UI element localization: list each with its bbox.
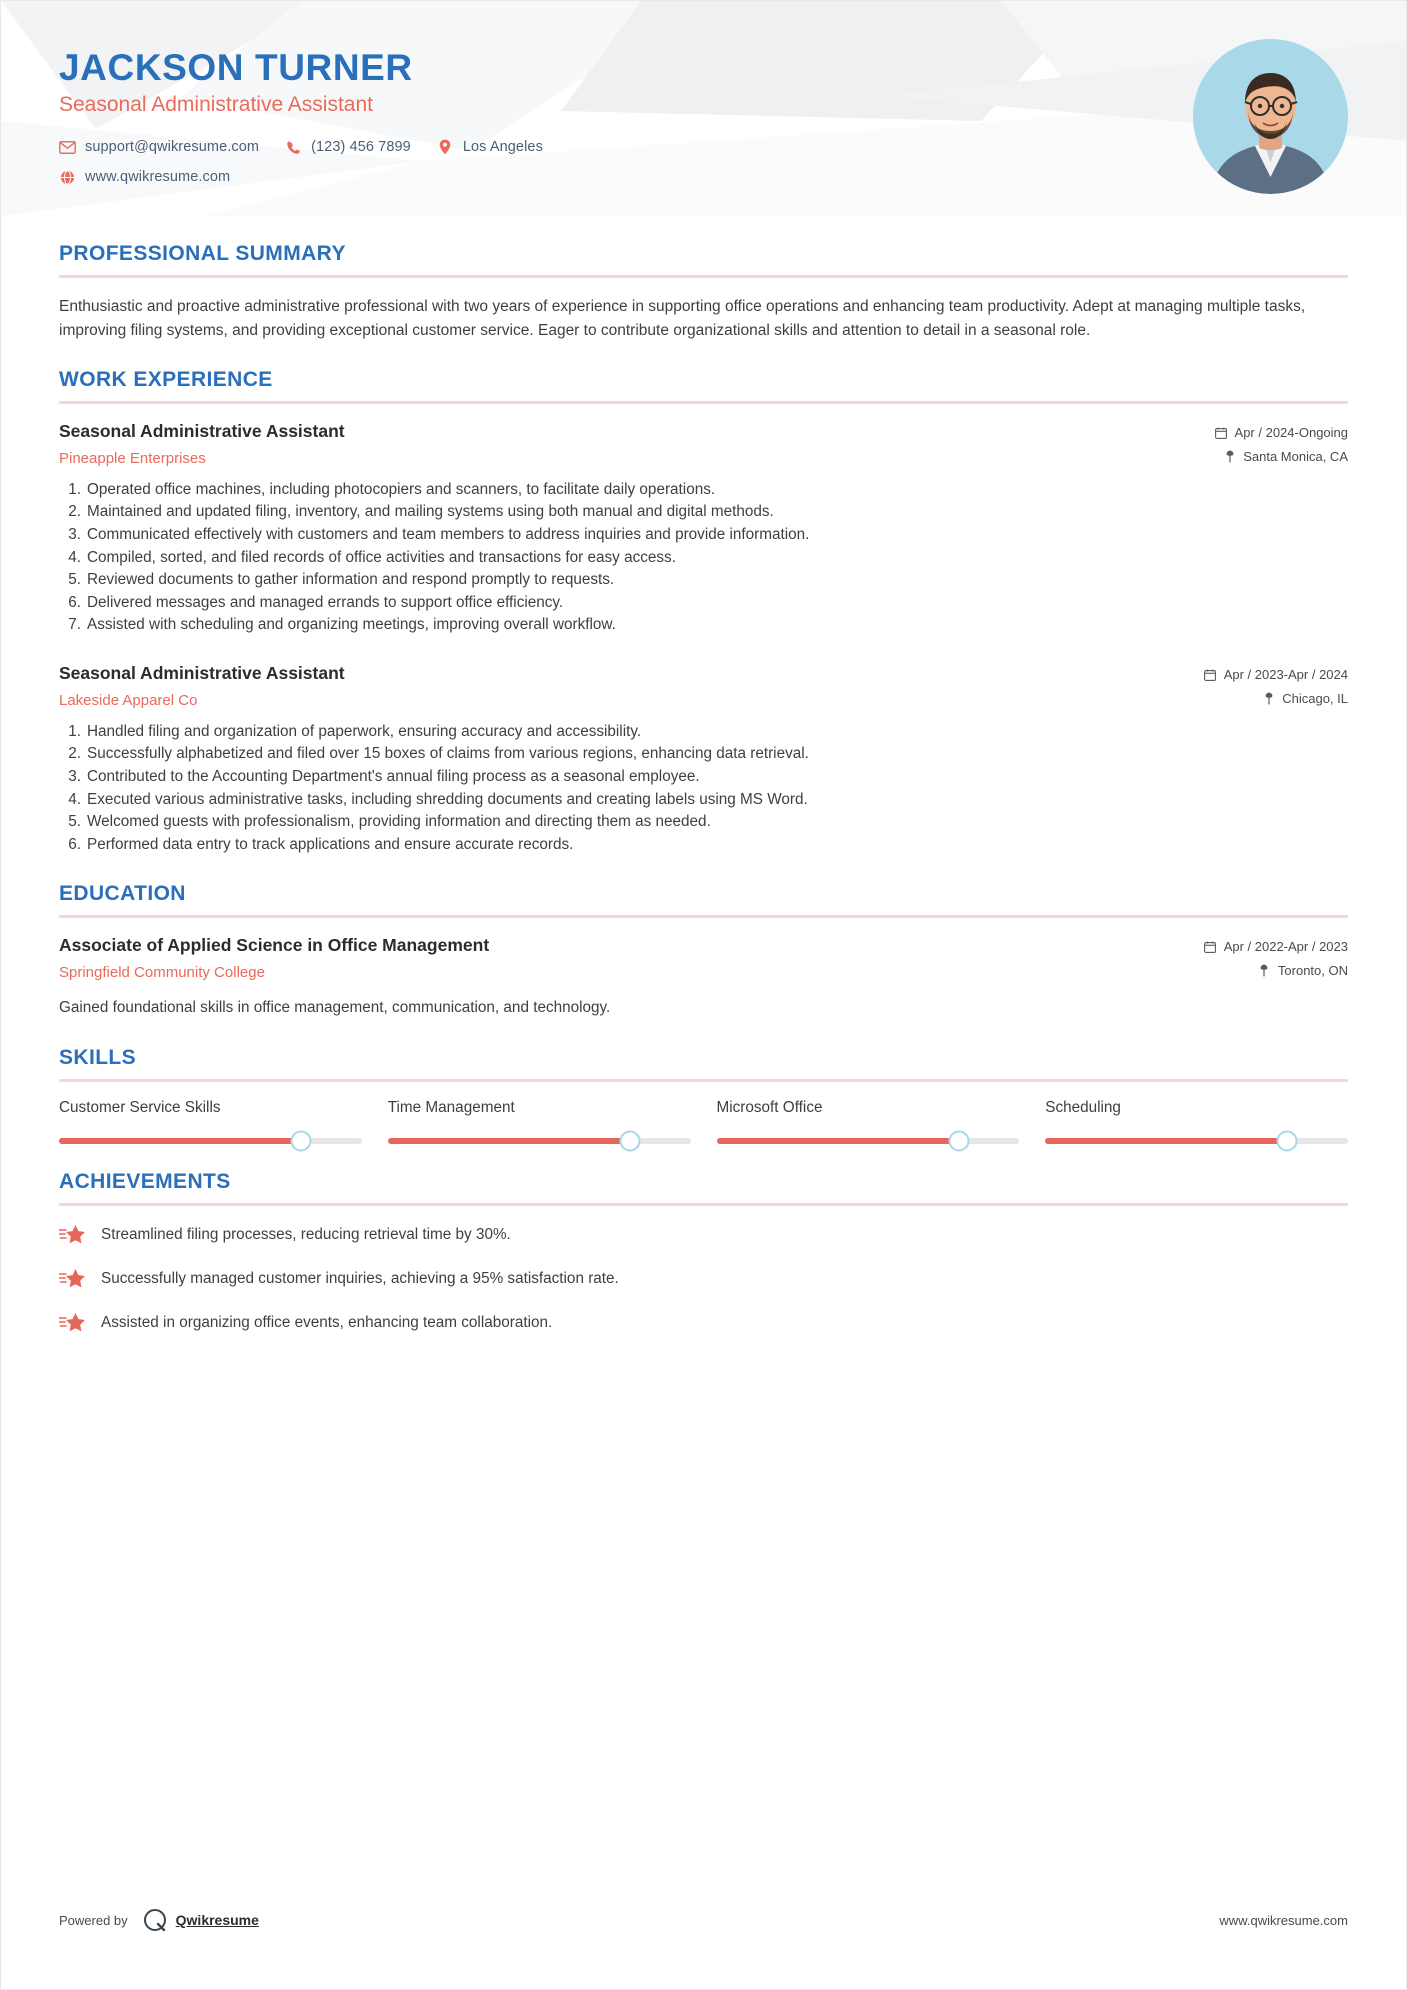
bullet-text: Delivered messages and managed errands to support office efficiency. <box>87 593 564 611</box>
job-location <box>1163 691 1348 706</box>
list-item: 4. Compiled, sorted, and filed records of office activities and transactions for easy access. <box>59 547 1348 570</box>
list-item: 5. Welcomed guests with professionalism, providing information and directing them as needed. <box>59 811 1348 834</box>
skill-bar-fill <box>717 1138 959 1144</box>
contact-phone[interactable] <box>285 139 411 156</box>
achievement-item <box>59 1311 1348 1335</box>
skill-bar-track <box>717 1138 1020 1144</box>
job-bullets <box>59 721 1348 857</box>
skill-bar-knob[interactable] <box>948 1131 969 1152</box>
skill-bar-track <box>1045 1138 1348 1144</box>
section-rule <box>59 401 1348 404</box>
calendar-icon <box>1204 668 1217 681</box>
achievement-item <box>59 1223 1348 1247</box>
star-badge-icon <box>59 1223 87 1247</box>
summary-text: Enthusiastic and proactive administrative professional with two years of experience in supporting office operations and enhancing team productivity. Adept at managing multiple tasks, improving filing systems, and providing exceptional customer service. Eager to contribute organizational skills and attention to detail in a seasonal role. <box>59 298 1306 339</box>
job-title: Seasonal Administrative Assistant <box>59 421 345 442</box>
list-item: 5. Reviewed documents to gather information and respond promptly to requests. <box>59 569 1348 592</box>
skill-name: Microsoft Office <box>716 1099 823 1117</box>
list-item: 7. Assisted with scheduling and organizing meetings, improving overall workflow. <box>59 614 1348 637</box>
bullet-text: Executed various administrative tasks, including shredding documents and creating labels using MS Word. <box>87 790 808 808</box>
skill-bar-fill <box>59 1138 301 1144</box>
achievement-text: Successfully managed customer inquiries, achieving a 95% satisfaction rate. <box>101 1270 619 1288</box>
skill-item <box>1045 1099 1348 1144</box>
contact-email-text: support@qwikresume.com <box>85 139 260 156</box>
experience-entry <box>59 663 1348 856</box>
bullet-text: Handled filing and organization of paperwork, ensuring accuracy and accessibility. <box>87 722 642 740</box>
skill-item <box>717 1099 1020 1144</box>
list-item: 1. Handled filing and organization of paperwork, ensuring accuracy and accessibility. <box>59 721 1348 744</box>
skill-item <box>388 1099 691 1144</box>
skill-bar-fill <box>1045 1138 1287 1144</box>
section-title-skills: SKILLS <box>59 1046 137 1070</box>
section-professional-summary <box>59 242 1348 342</box>
qwikresume-logo-icon <box>142 1907 168 1933</box>
skill-name: Customer Service Skills <box>59 1099 221 1117</box>
achievement-item <box>59 1267 1348 1291</box>
experience-entry <box>59 421 1348 637</box>
job-bullets <box>59 479 1348 637</box>
skills-grid <box>59 1099 1348 1144</box>
section-title-experience: WORK EXPERIENCE <box>59 368 273 392</box>
section-rule <box>59 1203 1348 1206</box>
bullet-text: Communicated effectively with customers and team members to address inquiries and provide information. <box>87 525 810 543</box>
section-rule <box>59 915 1348 918</box>
skill-bar-fill <box>388 1138 630 1144</box>
job-date <box>1163 667 1348 682</box>
list-item: 4. Executed various administrative tasks, including shredding documents and creating labels using MS Word. <box>59 789 1348 812</box>
education-date <box>1163 939 1348 954</box>
bullet-text: Compiled, sorted, and filed records of office activities and transactions for easy access. <box>87 548 676 566</box>
section-title-summary: PROFESSIONAL SUMMARY <box>59 242 346 265</box>
job-company: Lakeside Apparel Co <box>59 691 198 709</box>
job-date-text: Apr / 2024-Ongoing <box>1234 425 1348 441</box>
contact-email[interactable] <box>59 139 259 156</box>
job-company: Pineapple Enterprises <box>59 449 206 467</box>
powered-by-label: Powered by <box>59 1912 128 1928</box>
contact-phone-text: (123) 456 7899 <box>311 139 411 156</box>
location-pin-icon <box>437 139 454 156</box>
bullet-text: Successfully alphabetized and filed over 15 boxes of claims from various regions, enhancing data retrieval. <box>87 745 809 763</box>
list-item: 3. Contributed to the Accounting Department's annual filing process as a seasonal employee. <box>59 766 1348 789</box>
skill-bar-track <box>59 1138 362 1144</box>
resume-body <box>1 242 1406 1335</box>
list-item: 3. Communicated effectively with customers and team members to address inquiries and provide information. <box>59 524 1348 547</box>
list-item: 6. Performed data entry to track applications and ensure accurate records. <box>59 834 1348 857</box>
bullet-text: Operated office machines, including photocopiers and scanners, to facilitate daily operations. <box>87 480 716 498</box>
skill-bar-knob[interactable] <box>1277 1131 1298 1152</box>
contact-website[interactable] <box>59 169 230 186</box>
bullet-text: Welcomed guests with professionalism, providing information and directing them as needed. <box>87 813 711 831</box>
skill-item <box>59 1099 362 1144</box>
education-location-text: Toronto, ON <box>1277 963 1348 979</box>
candidate-name: JACKSON TURNER <box>59 47 413 88</box>
list-item: 2. Maintained and updated filing, inventory, and mailing systems using both manual and digital methods. <box>59 501 1348 524</box>
job-location-text: Santa Monica, CA <box>1243 449 1348 465</box>
star-badge-icon <box>59 1267 87 1291</box>
section-achievements <box>59 1170 1348 1335</box>
globe-icon <box>59 169 76 186</box>
contact-website-text: www.qwikresume.com <box>85 169 231 186</box>
list-item: 1. Operated office machines, including photocopiers and scanners, to facilitate daily operations. <box>59 479 1348 502</box>
qwikresume-brand-link[interactable]: Qwikresume <box>175 1912 259 1928</box>
calendar-icon <box>1215 426 1228 439</box>
phone-icon <box>285 139 302 156</box>
map-pin-icon <box>1258 964 1271 977</box>
section-education <box>59 882 1348 1020</box>
bullet-text: Reviewed documents to gather information and respond promptly to requests. <box>87 571 615 589</box>
star-badge-icon <box>59 1311 87 1335</box>
section-title-education: EDUCATION <box>59 882 186 906</box>
job-location-text: Chicago, IL <box>1282 691 1348 707</box>
contact-location-text: Los Angeles <box>462 139 543 156</box>
contact-row-1 <box>59 139 1348 156</box>
section-title-achievements: ACHIEVEMENTS <box>59 1170 231 1194</box>
education-date-text: Apr / 2022-Apr / 2023 <box>1223 939 1348 955</box>
candidate-role: Seasonal Administrative Assistant <box>59 92 373 116</box>
education-entry <box>59 935 1348 1020</box>
section-rule <box>59 275 1348 278</box>
calendar-icon <box>1204 940 1217 953</box>
bullet-text: Performed data entry to track applications and ensure accurate records. <box>87 835 574 853</box>
map-pin-icon <box>1223 450 1236 463</box>
section-work-experience <box>59 368 1348 856</box>
achievement-text: Assisted in organizing office events, enhancing team collaboration. <box>101 1314 553 1332</box>
list-item: 6. Delivered messages and managed errands to support office efficiency. <box>59 592 1348 615</box>
bullet-text: Contributed to the Accounting Department's annual filing process as a seasonal employee. <box>87 767 700 785</box>
education-description: Gained foundational skills in office management, communication, and technology. <box>59 999 611 1017</box>
skill-bar-knob[interactable] <box>291 1131 312 1152</box>
skill-name: Time Management <box>387 1099 515 1117</box>
contact-location <box>437 139 543 156</box>
skill-name: Scheduling <box>1045 1099 1121 1117</box>
map-pin-icon <box>1262 692 1275 705</box>
job-date <box>1163 425 1348 440</box>
job-title: Seasonal Administrative Assistant <box>59 663 345 684</box>
list-item: 2. Successfully alphabetized and filed over 15 boxes of claims from various regions, enhancing data retrieval. <box>59 743 1348 766</box>
resume-header <box>1 1 1406 216</box>
email-icon <box>59 139 76 156</box>
degree-title: Associate of Applied Science in Office Management <box>59 935 490 956</box>
job-location <box>1163 449 1348 464</box>
achievement-text: Streamlined filing processes, reducing retrieval time by 30%. <box>101 1226 511 1244</box>
contact-row-2 <box>59 169 1348 186</box>
skill-bar-track <box>388 1138 691 1144</box>
bullet-text: Maintained and updated filing, inventory, and mailing systems using both manual and digital methods. <box>87 503 774 521</box>
education-location <box>1163 963 1348 978</box>
section-rule <box>59 1079 1348 1082</box>
section-skills <box>59 1046 1348 1144</box>
bullet-text: Assisted with scheduling and organizing meetings, improving overall workflow. <box>87 616 616 634</box>
skill-bar-knob[interactable] <box>619 1131 640 1152</box>
avatar <box>1193 39 1348 194</box>
job-date-text: Apr / 2023-Apr / 2024 <box>1223 667 1348 683</box>
school-name: Springfield Community College <box>59 964 265 982</box>
footer-url[interactable]: www.qwikresume.com <box>1219 1912 1348 1928</box>
page-footer <box>59 1907 1348 1933</box>
